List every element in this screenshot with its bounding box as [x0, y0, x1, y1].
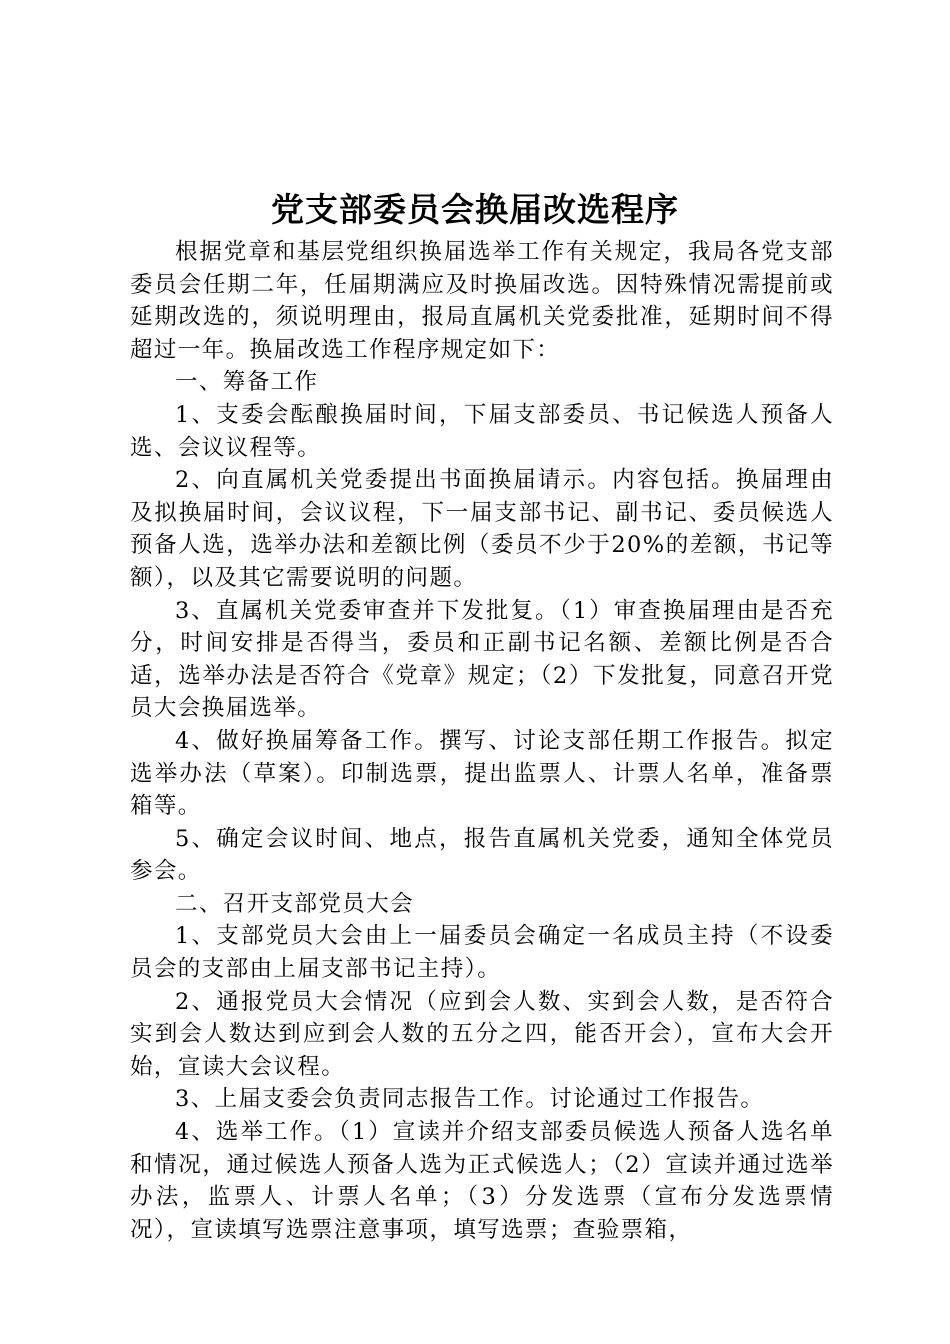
- preparation-item-5: 5、确定会议时间、地点，报告直属机关党委，通知全体党员参会。: [130, 825, 834, 885]
- preparation-item-3: 3、直属机关党委审查并下发批复。（1）审查换届理由是否充分，时间安排是否得当，委员和正副书记名额、差额比例是否合适，选举办法是否符合《党章》规定；（2）下发批复，同意召开党员大会换届选举。: [130, 597, 834, 722]
- section-heading-preparation: 一、筹备工作: [175, 369, 319, 396]
- meeting-item-4: 4、选举工作。（1）宣读并介绍支部委员候选人预备人选名单和情况，通过候选人预备人选为正式候选人；（2）宣读并通过选举办法，监票人、计票人名单；（3）分发选票（宣布分发选票情况），宣读填写选票注意事项，填写选票；查验票箱，: [130, 1119, 834, 1243]
- preparation-item-1: 1、支委会酝酿换届时间，下届支部委员、书记候选人预备人选、会议议程等。: [130, 401, 834, 461]
- intro-paragraph: 根据党章和基层党组织换届选举工作有关规定，我局各党支部委员会任期二年，任届期满应及时换届改选。因特殊情况需提前或延期改选的，须说明理由，报局直属机关党委批准，延期时间不得超过一年。换届改选工作程序规定如下：: [130, 239, 834, 363]
- meeting-item-2: 2、通报党员大会情况（应到会人数、实到会人数，是否符合实到会人数达到应到会人数的五分之四，能否开会），宣布大会开始，宣读大会议程。: [130, 988, 834, 1080]
- document-body: [130, 236, 834, 1246]
- preparation-item-4: 4、做好换届筹备工作。撰写、讨论支部任期工作报告。拟定选举办法（草案）。印制选票，提出监票人、计票人名单，准备票箱等。: [130, 727, 834, 820]
- meeting-item-1: 1、支部党员大会由上一届委员会确定一名成员主持（不设委员会的支部由上届支部书记主持）。: [130, 923, 834, 983]
- meeting-item-3: 3、上届支委会负责同志报告工作。讨论通过工作报告。: [175, 1086, 765, 1113]
- preparation-item-2: 2、向直属机关党委提出书面换届请示。内容包括。换届理由及拟换届时间，会议议程，下一届支部书记、副书记、委员候选人预备人选，选举办法和差额比例（委员不少于20%的差额，书记等额），以及其它需要说明的问题。: [130, 467, 834, 591]
- document-title: 党支部委员会换届改选程序: [271, 190, 679, 229]
- section-heading-meeting: 二、召开支部党员大会: [175, 890, 415, 917]
